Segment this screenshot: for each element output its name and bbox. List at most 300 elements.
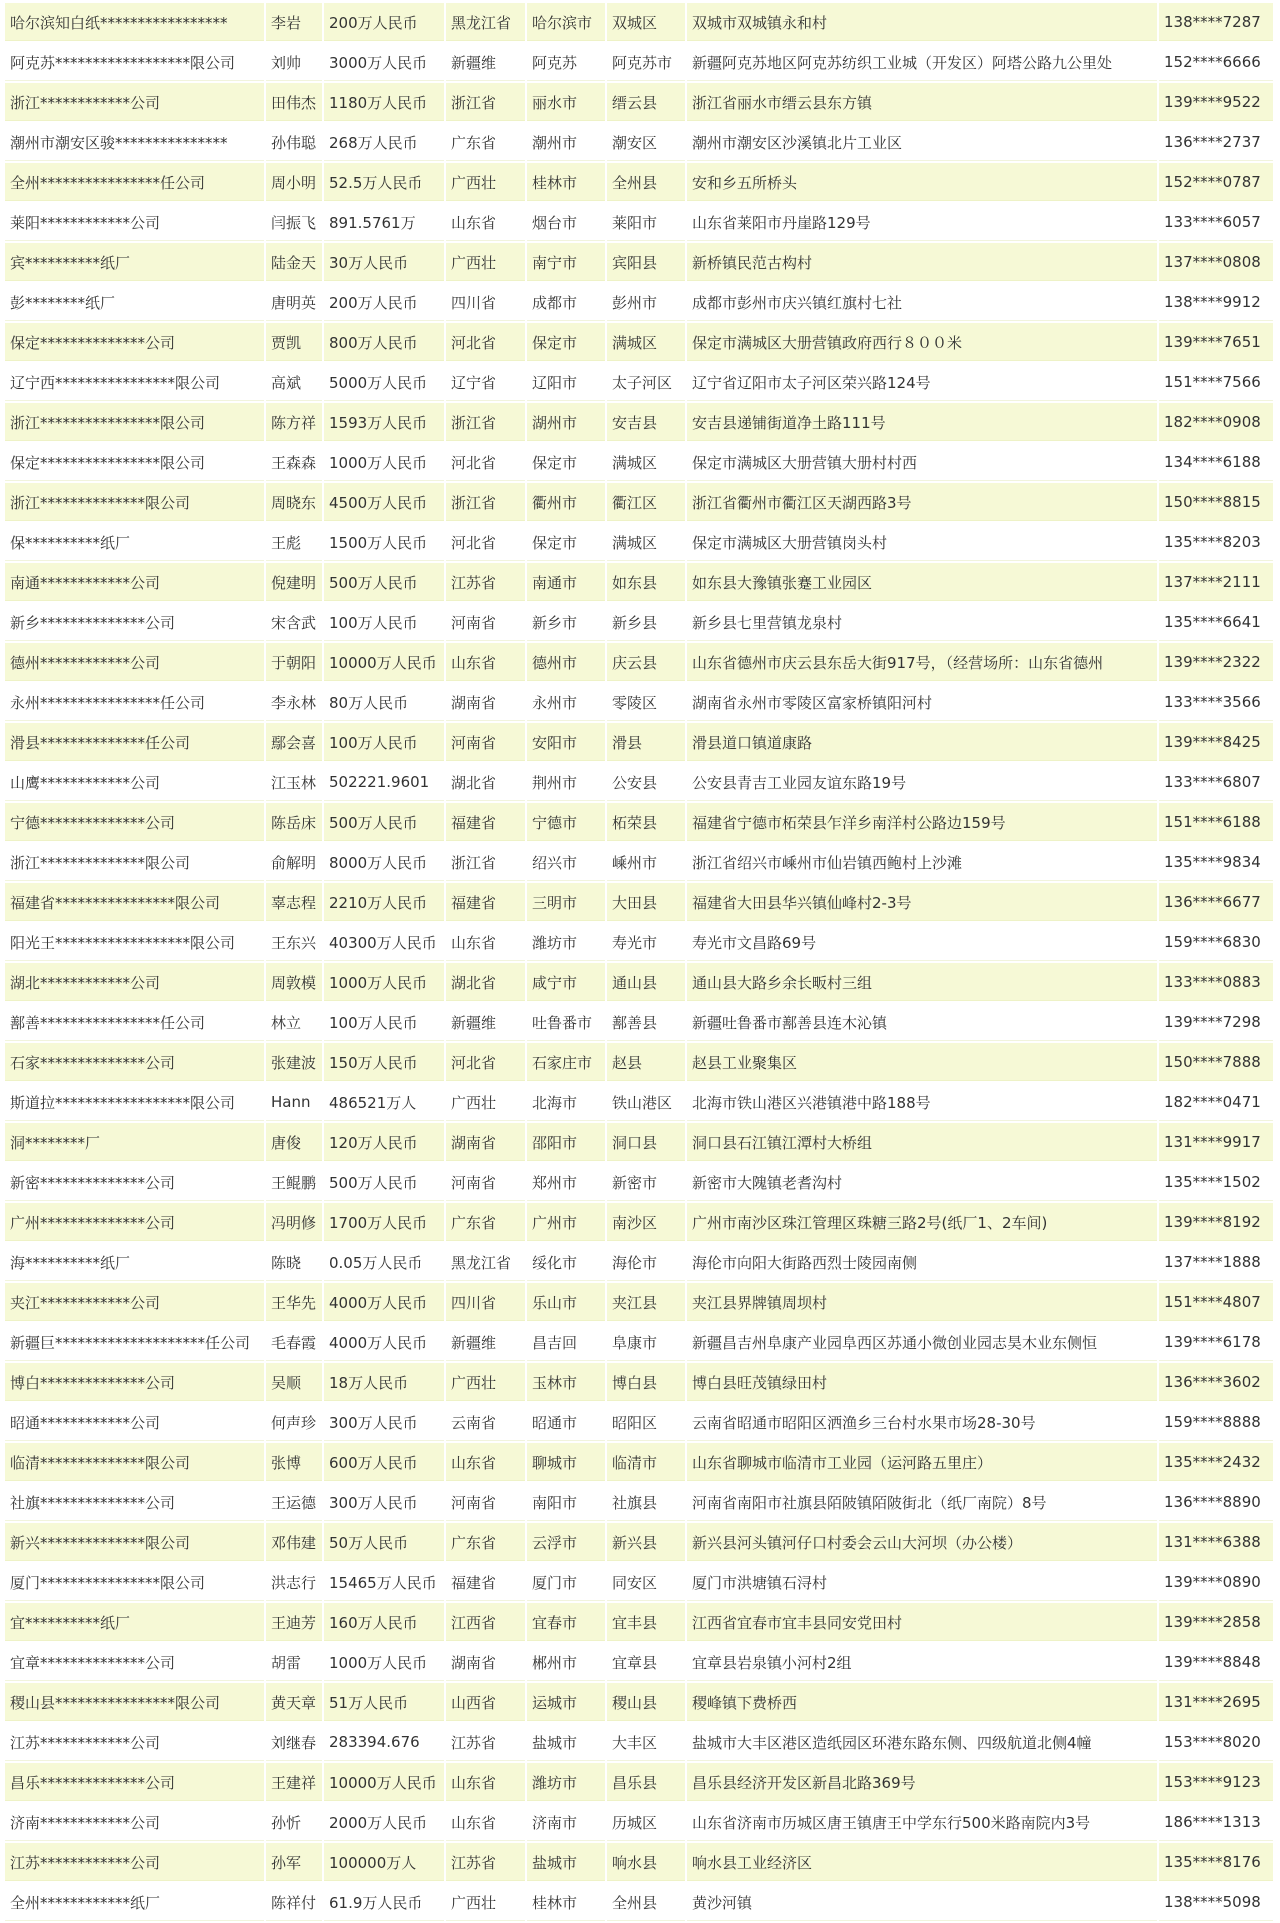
cell-city: 南阳市 — [527, 1483, 607, 1523]
cell-address: 山东省莱阳市丹崖路129号 — [687, 203, 1159, 243]
cell-city: 厦门市 — [527, 1563, 607, 1603]
cell-address: 江西省宜春市宜丰县同安党田村 — [687, 1603, 1159, 1643]
cell-company: 昌乐**************公司 — [5, 1763, 266, 1803]
cell-phone: 135****2432 — [1159, 1443, 1275, 1483]
cell-address: 海伦市向阳大街路西烈士陵园南侧 — [687, 1243, 1159, 1283]
cell-company: 滑县**************任公司 — [5, 723, 266, 763]
cell-company: 保定**************公司 — [5, 323, 266, 363]
cell-city: 绥化市 — [527, 1243, 607, 1283]
cell-company: 湖北************公司 — [5, 963, 266, 1003]
cell-district: 公安县 — [607, 763, 687, 803]
cell-capital: 10000万人民币 — [324, 643, 446, 683]
cell-district: 夹江县 — [607, 1283, 687, 1323]
cell-city: 广州市 — [527, 1203, 607, 1243]
cell-phone: 138****9912 — [1159, 283, 1275, 323]
cell-contact: 俞解明 — [266, 843, 324, 883]
cell-district: 潮安区 — [607, 123, 687, 163]
cell-province: 河北省 — [446, 323, 527, 363]
cell-city: 郴州市 — [527, 1643, 607, 1683]
cell-company: 浙江**************限公司 — [5, 483, 266, 523]
cell-company: 临清**************限公司 — [5, 1443, 266, 1483]
cell-capital: 15465万人民币 — [324, 1563, 446, 1603]
cell-district: 太子河区 — [607, 363, 687, 403]
cell-district: 衢江区 — [607, 483, 687, 523]
cell-contact: 王彪 — [266, 523, 324, 563]
cell-address: 响水县工业经济区 — [687, 1843, 1159, 1883]
table-row — [5, 1523, 1275, 1563]
cell-address: 博白县旺茂镇绿田村 — [687, 1363, 1159, 1403]
cell-capital: 500万人民币 — [324, 1163, 446, 1203]
cell-province: 江苏省 — [446, 563, 527, 603]
cell-company: 宜**********纸厂 — [5, 1603, 266, 1643]
cell-district: 新乡县 — [607, 603, 687, 643]
table-row — [5, 723, 1275, 763]
cell-province: 河南省 — [446, 1163, 527, 1203]
table-row — [5, 763, 1275, 803]
cell-phone: 153****8020 — [1159, 1723, 1275, 1763]
cell-city: 成都市 — [527, 283, 607, 323]
cell-capital: 10000万人民币 — [324, 1763, 446, 1803]
cell-city: 新乡市 — [527, 603, 607, 643]
cell-contact: 陈祥付 — [266, 1883, 324, 1923]
cell-district: 庆云县 — [607, 643, 687, 683]
cell-contact: 孙军 — [266, 1843, 324, 1883]
cell-district: 宜丰县 — [607, 1603, 687, 1643]
cell-district: 滑县 — [607, 723, 687, 763]
table-row — [5, 563, 1275, 603]
cell-address: 公安县青吉工业园友谊东路19号 — [687, 763, 1159, 803]
cell-contact: 陆金天 — [266, 243, 324, 283]
cell-district: 稷山县 — [607, 1683, 687, 1723]
cell-phone: 133****0883 — [1159, 963, 1275, 1003]
cell-capital: 200万人民币 — [324, 3, 446, 43]
cell-province: 福建省 — [446, 1563, 527, 1603]
cell-capital: 891.5761万 — [324, 203, 446, 243]
cell-address: 保定市满城区大册营镇大册村村西 — [687, 443, 1159, 483]
cell-company: 石家**************公司 — [5, 1043, 266, 1083]
cell-contact: 陈岳床 — [266, 803, 324, 843]
cell-district: 响水县 — [607, 1843, 687, 1883]
cell-contact: 刘帅 — [266, 43, 324, 83]
cell-contact: 唐俊 — [266, 1123, 324, 1163]
cell-company: 斯道拉******************限公司 — [5, 1083, 266, 1123]
cell-address: 山东省济南市历城区唐王镇唐王中学东行500米路南院内3号 — [687, 1803, 1159, 1843]
cell-company: 江苏************公司 — [5, 1843, 266, 1883]
cell-contact: 高斌 — [266, 363, 324, 403]
table-row — [5, 1083, 1275, 1123]
cell-capital: 150万人民币 — [324, 1043, 446, 1083]
cell-city: 衢州市 — [527, 483, 607, 523]
cell-phone: 182****0471 — [1159, 1083, 1275, 1123]
cell-capital: 18万人民币 — [324, 1363, 446, 1403]
cell-capital: 100000万人 — [324, 1843, 446, 1883]
cell-address: 福建省大田县华兴镇仙峰村2-3号 — [687, 883, 1159, 923]
cell-district: 通山县 — [607, 963, 687, 1003]
cell-capital: 283394.676 — [324, 1723, 446, 1763]
cell-province: 山东省 — [446, 1443, 527, 1483]
cell-province: 广西壮 — [446, 1883, 527, 1923]
cell-capital: 268万人民币 — [324, 123, 446, 163]
cell-address: 赵县工业聚集区 — [687, 1043, 1159, 1083]
cell-province: 山东省 — [446, 643, 527, 683]
cell-city: 桂林市 — [527, 1883, 607, 1923]
cell-contact: 倪建明 — [266, 563, 324, 603]
cell-address: 广州市南沙区珠江管理区珠糖三路2号(纸厂1、2车间) — [687, 1203, 1159, 1243]
cell-province: 四川省 — [446, 1283, 527, 1323]
cell-phone: 135****8176 — [1159, 1843, 1275, 1883]
cell-phone: 135****1502 — [1159, 1163, 1275, 1203]
cell-address: 浙江省衢州市衢江区天湖西路3号 — [687, 483, 1159, 523]
cell-company: 新乡**************公司 — [5, 603, 266, 643]
cell-district: 寿光市 — [607, 923, 687, 963]
cell-contact: 贾凯 — [266, 323, 324, 363]
table-row — [5, 1403, 1275, 1443]
cell-capital: 1500万人民币 — [324, 523, 446, 563]
cell-phone: 139****2322 — [1159, 643, 1275, 683]
cell-capital: 4000万人民币 — [324, 1323, 446, 1363]
cell-district: 南沙区 — [607, 1203, 687, 1243]
cell-city: 荆州市 — [527, 763, 607, 803]
table-body — [5, 3, 1275, 1923]
cell-district: 满城区 — [607, 523, 687, 563]
cell-city: 咸宁市 — [527, 963, 607, 1003]
cell-province: 山西省 — [446, 1683, 527, 1723]
table-row — [5, 43, 1275, 83]
cell-capital: 3000万人民币 — [324, 43, 446, 83]
cell-city: 玉林市 — [527, 1363, 607, 1403]
cell-company: 潮州市潮安区骏*************** — [5, 123, 266, 163]
cell-province: 山东省 — [446, 1803, 527, 1843]
cell-city: 潍坊市 — [527, 923, 607, 963]
cell-contact: 江玉林 — [266, 763, 324, 803]
cell-city: 盐城市 — [527, 1843, 607, 1883]
table-row — [5, 1283, 1275, 1323]
cell-capital: 200万人民币 — [324, 283, 446, 323]
cell-company: 稷山县****************限公司 — [5, 1683, 266, 1723]
cell-contact: 鄢会喜 — [266, 723, 324, 763]
cell-capital: 1000万人民币 — [324, 963, 446, 1003]
cell-contact: 周晓东 — [266, 483, 324, 523]
cell-contact: 王迪芳 — [266, 1603, 324, 1643]
cell-address: 新疆吐鲁番市鄯善县连木沁镇 — [687, 1003, 1159, 1043]
cell-district: 缙云县 — [607, 83, 687, 123]
cell-phone: 159****8888 — [1159, 1403, 1275, 1443]
cell-province: 湖南省 — [446, 683, 527, 723]
table-row — [5, 643, 1275, 683]
cell-province: 河南省 — [446, 1483, 527, 1523]
cell-capital: 300万人民币 — [324, 1403, 446, 1443]
cell-capital: 2000万人民币 — [324, 1803, 446, 1843]
cell-company: 保**********纸厂 — [5, 523, 266, 563]
cell-company: 彭********纸厂 — [5, 283, 266, 323]
cell-capital: 500万人民币 — [324, 563, 446, 603]
table-row — [5, 1763, 1275, 1803]
cell-address: 新密市大隗镇老耆沟村 — [687, 1163, 1159, 1203]
table-row — [5, 1563, 1275, 1603]
cell-capital: 1593万人民币 — [324, 403, 446, 443]
cell-district: 历城区 — [607, 1803, 687, 1843]
cell-district: 新兴县 — [607, 1523, 687, 1563]
cell-address: 成都市彭州市庆兴镇红旗村七社 — [687, 283, 1159, 323]
cell-company: 浙江**************限公司 — [5, 843, 266, 883]
cell-contact: 胡雷 — [266, 1643, 324, 1683]
cell-contact: 王运德 — [266, 1483, 324, 1523]
cell-company: 辽宁西****************限公司 — [5, 363, 266, 403]
cell-capital: 80万人民币 — [324, 683, 446, 723]
cell-city: 郑州市 — [527, 1163, 607, 1203]
cell-address: 新疆昌吉州阜康产业园阜西区苏通小微创业园志昊木业东侧恒 — [687, 1323, 1159, 1363]
cell-address: 浙江省绍兴市嵊州市仙岩镇西鲍村上沙滩 — [687, 843, 1159, 883]
cell-province: 福建省 — [446, 883, 527, 923]
cell-province: 广东省 — [446, 123, 527, 163]
cell-contact: Hann — [266, 1083, 324, 1123]
cell-phone: 151****7566 — [1159, 363, 1275, 403]
cell-district: 满城区 — [607, 443, 687, 483]
cell-capital: 500万人民币 — [324, 803, 446, 843]
cell-contact: 吴顺 — [266, 1363, 324, 1403]
table-row — [5, 1323, 1275, 1363]
cell-province: 云南省 — [446, 1403, 527, 1443]
cell-company: 全州****************任公司 — [5, 163, 266, 203]
cell-phone: 150****7888 — [1159, 1043, 1275, 1083]
cell-contact: 唐明英 — [266, 283, 324, 323]
cell-phone: 131****2695 — [1159, 1683, 1275, 1723]
cell-capital: 120万人民币 — [324, 1123, 446, 1163]
cell-phone: 152****0787 — [1159, 163, 1275, 203]
cell-capital: 61.9万人民币 — [324, 1883, 446, 1923]
cell-province: 湖南省 — [446, 1643, 527, 1683]
table-row — [5, 803, 1275, 843]
cell-phone: 131****9917 — [1159, 1123, 1275, 1163]
cell-contact: 陈晓 — [266, 1243, 324, 1283]
cell-province: 广东省 — [446, 1523, 527, 1563]
cell-district: 双城区 — [607, 3, 687, 43]
cell-address: 宜章县岩泉镇小河村2组 — [687, 1643, 1159, 1683]
cell-capital: 1700万人民币 — [324, 1203, 446, 1243]
cell-district: 海伦市 — [607, 1243, 687, 1283]
cell-district: 满城区 — [607, 323, 687, 363]
cell-province: 广西壮 — [446, 1363, 527, 1403]
table-row — [5, 3, 1275, 43]
cell-phone: 131****6388 — [1159, 1523, 1275, 1563]
cell-city: 三明市 — [527, 883, 607, 923]
cell-capital: 51万人民币 — [324, 1683, 446, 1723]
cell-city: 绍兴市 — [527, 843, 607, 883]
cell-district: 同安区 — [607, 1563, 687, 1603]
cell-contact: 黄天章 — [266, 1683, 324, 1723]
table-row — [5, 1443, 1275, 1483]
cell-city: 聊城市 — [527, 1443, 607, 1483]
cell-province: 湖北省 — [446, 963, 527, 1003]
cell-district: 赵县 — [607, 1043, 687, 1083]
cell-phone: 137****2111 — [1159, 563, 1275, 603]
cell-contact: 王建祥 — [266, 1763, 324, 1803]
cell-city: 哈尔滨市 — [527, 3, 607, 43]
cell-address: 保定市满城区大册营镇岗头村 — [687, 523, 1159, 563]
cell-phone: 139****6178 — [1159, 1323, 1275, 1363]
cell-city: 运城市 — [527, 1683, 607, 1723]
cell-contact: 王东兴 — [266, 923, 324, 963]
cell-city: 吐鲁番市 — [527, 1003, 607, 1043]
cell-address: 滑县道口镇道康路 — [687, 723, 1159, 763]
cell-company: 新密**************公司 — [5, 1163, 266, 1203]
cell-capital: 100万人民币 — [324, 723, 446, 763]
cell-phone: 138****7287 — [1159, 3, 1275, 43]
cell-province: 河北省 — [446, 443, 527, 483]
cell-district: 安吉县 — [607, 403, 687, 443]
cell-province: 福建省 — [446, 803, 527, 843]
cell-address: 新兴县河头镇河仔口村委会云山大河坝（办公楼） — [687, 1523, 1159, 1563]
cell-province: 河南省 — [446, 603, 527, 643]
cell-capital: 5000万人民币 — [324, 363, 446, 403]
cell-phone: 139****8425 — [1159, 723, 1275, 763]
cell-province: 河北省 — [446, 1043, 527, 1083]
cell-district: 嵊州市 — [607, 843, 687, 883]
cell-phone: 150****8815 — [1159, 483, 1275, 523]
cell-province: 黑龙江省 — [446, 3, 527, 43]
cell-city: 宜春市 — [527, 1603, 607, 1643]
cell-city: 北海市 — [527, 1083, 607, 1123]
cell-district: 洞口县 — [607, 1123, 687, 1163]
cell-address: 夹江县界牌镇周坝村 — [687, 1283, 1159, 1323]
cell-company: 宁德**************公司 — [5, 803, 266, 843]
cell-address: 安吉县递铺街道净土路111号 — [687, 403, 1159, 443]
cell-phone: 182****0908 — [1159, 403, 1275, 443]
cell-contact: 闫振飞 — [266, 203, 324, 243]
cell-contact: 辜志程 — [266, 883, 324, 923]
cell-phone: 139****2858 — [1159, 1603, 1275, 1643]
table-row — [5, 1123, 1275, 1163]
cell-address: 湖南省永州市零陵区富家桥镇阳河村 — [687, 683, 1159, 723]
table-row — [5, 1243, 1275, 1283]
cell-city: 南通市 — [527, 563, 607, 603]
cell-city: 辽阳市 — [527, 363, 607, 403]
cell-city: 昭通市 — [527, 1403, 607, 1443]
cell-address: 河南省南阳市社旗县陌陂镇陌陂街北（纸厂南院）8号 — [687, 1483, 1159, 1523]
cell-province: 辽宁省 — [446, 363, 527, 403]
cell-capital: 2210万人民币 — [324, 883, 446, 923]
cell-capital: 100万人民币 — [324, 603, 446, 643]
cell-district: 柘荣县 — [607, 803, 687, 843]
cell-province: 黑龙江省 — [446, 1243, 527, 1283]
cell-province: 广西壮 — [446, 163, 527, 203]
table-row — [5, 83, 1275, 123]
cell-address: 黄沙河镇 — [687, 1883, 1159, 1923]
cell-capital: 502221.9601 — [324, 763, 446, 803]
cell-address: 双城市双城镇永和村 — [687, 3, 1159, 43]
cell-company: 阳光王******************限公司 — [5, 923, 266, 963]
cell-contact: 孙忻 — [266, 1803, 324, 1843]
cell-district: 博白县 — [607, 1363, 687, 1403]
table-row — [5, 1723, 1275, 1763]
cell-company: 保定****************限公司 — [5, 443, 266, 483]
cell-phone: 139****7651 — [1159, 323, 1275, 363]
table-row — [5, 843, 1275, 883]
cell-city: 桂林市 — [527, 163, 607, 203]
cell-province: 浙江省 — [446, 403, 527, 443]
cell-district: 鄯善县 — [607, 1003, 687, 1043]
cell-province: 山东省 — [446, 923, 527, 963]
cell-company: 昭通************公司 — [5, 1403, 266, 1443]
cell-capital: 1180万人民币 — [324, 83, 446, 123]
cell-address: 洞口县石江镇江潭村大桥组 — [687, 1123, 1159, 1163]
cell-contact: 毛春霞 — [266, 1323, 324, 1363]
cell-city: 石家庄市 — [527, 1043, 607, 1083]
table-row — [5, 123, 1275, 163]
table-row — [5, 683, 1275, 723]
cell-phone: 152****6666 — [1159, 43, 1275, 83]
cell-phone: 135****6641 — [1159, 603, 1275, 643]
cell-company: 宾**********纸厂 — [5, 243, 266, 283]
cell-capital: 800万人民币 — [324, 323, 446, 363]
cell-phone: 135****9834 — [1159, 843, 1275, 883]
table-row — [5, 443, 1275, 483]
cell-capital: 4000万人民币 — [324, 1283, 446, 1323]
cell-district: 大丰区 — [607, 1723, 687, 1763]
cell-company: 济南************公司 — [5, 1803, 266, 1843]
cell-address: 如东县大豫镇张蹇工业园区 — [687, 563, 1159, 603]
cell-district: 临清市 — [607, 1443, 687, 1483]
cell-province: 湖北省 — [446, 763, 527, 803]
cell-city: 安阳市 — [527, 723, 607, 763]
cell-contact: 张建波 — [266, 1043, 324, 1083]
cell-contact: 李永林 — [266, 683, 324, 723]
cell-city: 昌吉回 — [527, 1323, 607, 1363]
cell-company: 海**********纸厂 — [5, 1243, 266, 1283]
cell-phone: 159****6830 — [1159, 923, 1275, 963]
cell-address: 北海市铁山港区兴港镇港中路188号 — [687, 1083, 1159, 1123]
cell-company: 哈尔滨知白纸***************** — [5, 3, 266, 43]
cell-phone: 151****6188 — [1159, 803, 1275, 843]
cell-capital: 40300万人民币 — [324, 923, 446, 963]
cell-address: 辽宁省辽阳市太子河区荣兴路124号 — [687, 363, 1159, 403]
cell-contact: 孙伟聪 — [266, 123, 324, 163]
cell-contact: 周小明 — [266, 163, 324, 203]
cell-address: 通山县大路乡余长畈村三组 — [687, 963, 1159, 1003]
cell-address: 潮州市潮安区沙溪镇北片工业区 — [687, 123, 1159, 163]
cell-contact: 李岩 — [266, 3, 324, 43]
cell-city: 南宁市 — [527, 243, 607, 283]
cell-capital: 486521万人 — [324, 1083, 446, 1123]
cell-address: 寿光市文昌路69号 — [687, 923, 1159, 963]
cell-address: 盐城市大丰区港区造纸园区环港东路东侧、四级航道北侧4幢 — [687, 1723, 1159, 1763]
table-row — [5, 1803, 1275, 1843]
table-row — [5, 1483, 1275, 1523]
cell-phone: 139****0890 — [1159, 1563, 1275, 1603]
cell-phone: 139****9522 — [1159, 83, 1275, 123]
table-row — [5, 1603, 1275, 1643]
cell-contact: 周敦模 — [266, 963, 324, 1003]
cell-phone: 139****8848 — [1159, 1643, 1275, 1683]
cell-phone: 133****6057 — [1159, 203, 1275, 243]
cell-address: 新疆阿克苏地区阿克苏纺织工业城（开发区）阿塔公路九公里处 — [687, 43, 1159, 83]
cell-phone: 186****1313 — [1159, 1803, 1275, 1843]
cell-phone: 137****0808 — [1159, 243, 1275, 283]
table-row — [5, 1683, 1275, 1723]
cell-province: 江西省 — [446, 1603, 527, 1643]
table-row — [5, 603, 1275, 643]
table-row — [5, 1843, 1275, 1883]
cell-address: 新乡县七里营镇龙泉村 — [687, 603, 1159, 643]
cell-province: 河北省 — [446, 523, 527, 563]
cell-city: 阿克苏 — [527, 43, 607, 83]
cell-contact: 王华先 — [266, 1283, 324, 1323]
table-row — [5, 483, 1275, 523]
cell-district: 昭阳区 — [607, 1403, 687, 1443]
company-table — [5, 3, 1275, 1923]
cell-capital: 30万人民币 — [324, 243, 446, 283]
cell-province: 江苏省 — [446, 1843, 527, 1883]
